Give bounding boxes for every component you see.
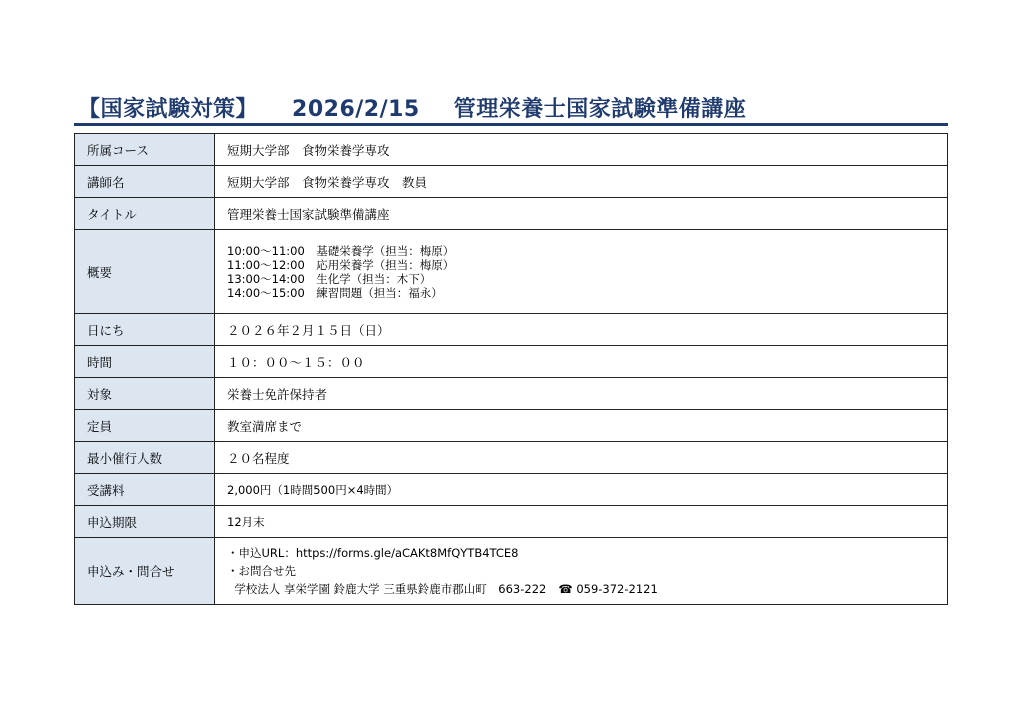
row-label: 定員 [75,410,215,442]
table-row-apply [75,538,948,605]
table-row-course [75,134,948,166]
schedule-list [215,230,948,314]
course-info-table [74,133,948,605]
title-prefix: 【国家試験対策】 [78,97,259,122]
schedule-item: 13:00〜14:00 生化学（担当：木下） [227,271,432,286]
table-row-summary [75,230,948,314]
row-label: 講師名 [75,166,215,198]
row-label: 時間 [75,346,215,378]
row-label: 日にち [75,314,215,346]
contact-block [215,538,948,605]
table-row-deadline [75,506,948,538]
schedule-item: 14:00〜15:00 練習問題（担当：福永） [227,285,443,300]
table-row-min-participants [75,442,948,474]
contact-address: 学校法人 享栄学園 鈴鹿大学 三重県鈴鹿市郡山町 663-222 [234,582,547,596]
apply-url-line[interactable]: ・申込URL：https://forms.gle/aCAKt8MfQYTB4TCE8 [227,546,519,560]
title-date: 2026/2/15 [292,97,420,122]
row-label: 最小催行人数 [75,442,215,474]
schedule-item: 10:00〜11:00 基礎栄養学（担当：梅原） [227,243,455,258]
table-row-fee [75,474,948,506]
row-label: 対象 [75,378,215,410]
row-value: 短期大学部 食物栄養学専攻 教員 [215,166,948,198]
table-row-title [75,198,948,230]
title-underline [74,123,948,126]
row-value: 教室満席まで [215,410,948,442]
title-course-name: 管理栄養士国家試験準備講座 [453,97,747,122]
table-row-instructor [75,166,948,198]
row-label: 受講料 [75,474,215,506]
contact-phone: 059-372-2121 [576,582,658,596]
row-label: タイトル [75,198,215,230]
row-label: 申込期限 [75,506,215,538]
row-value: １０：００〜１５：００ [215,346,948,378]
table-row-date [75,314,948,346]
row-value: 短期大学部 食物栄養学専攻 [215,134,948,166]
row-label: 所属コース [75,134,215,166]
phone-icon: ☎ [558,582,573,596]
row-value: 2,000円（1時間500円×4時間） [215,474,948,506]
row-value: ２０２６年２月１５日（日） [215,314,948,346]
row-value: ２０名程度 [215,442,948,474]
row-label: 申込み・問合せ [75,538,215,605]
table-row-capacity [75,410,948,442]
page-title [78,92,746,123]
row-label: 概要 [75,230,215,314]
row-value: 管理栄養士国家試験準備講座 [215,198,948,230]
contact-heading: ・お問合せ先 [227,564,296,578]
table-row-time [75,346,948,378]
table-row-target [75,378,948,410]
row-value: 栄養士免許保持者 [215,378,948,410]
contact-details [227,580,947,598]
schedule-item: 11:00〜12:00 応用栄養学（担当：梅原） [227,257,455,272]
row-value: 12月末 [215,506,948,538]
